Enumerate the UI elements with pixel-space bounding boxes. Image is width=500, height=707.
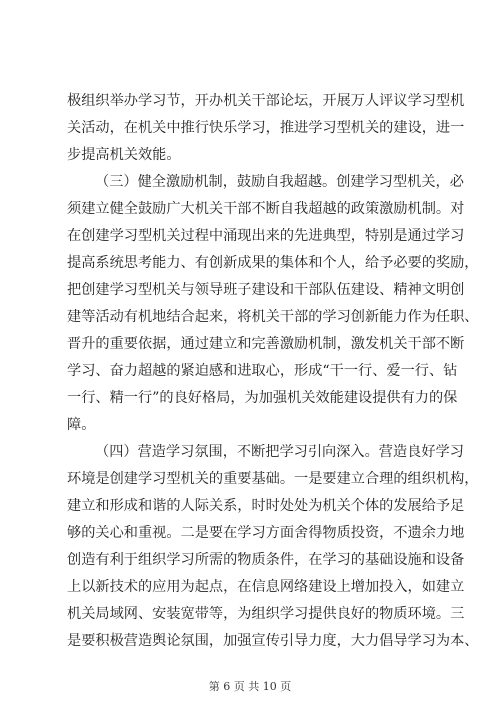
paragraph-heading-line: （四）营造学习氛围，不断把学习引向深入。营造良好学习 bbox=[95, 444, 464, 460]
text-line: 障。 bbox=[67, 417, 96, 433]
text-line: 在创建学习型机关过程中涌现出来的先进典型，特别是通过学习 bbox=[67, 228, 465, 244]
text-line: 把创建学习型机关与领导班子建设和干部队伍建设、精神文明创 bbox=[67, 282, 465, 298]
text-line: 步提高机关效能。 bbox=[67, 147, 181, 163]
text-line: 机关局域网、安装宽带等，为组织学习提供良好的物质环境。三 bbox=[67, 606, 465, 622]
text-line: 关活动，在机关中推行快乐学习，推进学习型机关的建设，进一 bbox=[67, 120, 465, 136]
text-line: 极组织举办学习节，开办机关干部论坛，开展万人评议学习型机 bbox=[67, 93, 465, 109]
text-line: 够的关心和重视。二是要在学习方面舍得物质投资，不遗余力地 bbox=[67, 525, 465, 541]
text-line: 上以新技术的应用为起点，在信息网络建设上增加投入，如建立 bbox=[67, 579, 465, 595]
text-line: 建等活动有机地结合起来，将机关干部的学习创新能力作为任职、 bbox=[67, 309, 479, 325]
text-line: 建立和形成和谐的人际关系，时时处处为机关个体的发展给予足 bbox=[67, 498, 465, 514]
text-line: 环境是创建学习型机关的重要基础。一是要建立合理的组织机构， bbox=[67, 471, 479, 487]
text-line: 一行、精一行”的良好格局，为加强机关效能建设提供有力的保 bbox=[67, 390, 458, 406]
text-line: 学习、奋力超越的紧迫感和进取心，形成“干一行、爱一行、钻 bbox=[67, 363, 458, 379]
text-line: 创造有利于组织学习所需的物质条件，在学习的基础设施和设备 bbox=[67, 552, 465, 568]
page-number-footer: 第 6 页 共 10 页 bbox=[208, 680, 292, 693]
text-line: 提高系统思考能力、有创新成果的集体和个人，给予必要的奖励， bbox=[67, 255, 479, 271]
text-line: 晋升的重要依据，通过建立和完善激励机制，激发机关干部不断 bbox=[67, 336, 465, 352]
text-line: 须建立健全鼓励广大机关干部不断自我超越的政策激励机制。对 bbox=[67, 201, 465, 217]
text-line: 是要积极营造舆论氛围，加强宣传引导力度，大力倡导学习为本、 bbox=[67, 633, 479, 649]
paragraph-heading-line: （三）健全激励机制，鼓励自我超越。创建学习型机关，必 bbox=[95, 174, 464, 190]
